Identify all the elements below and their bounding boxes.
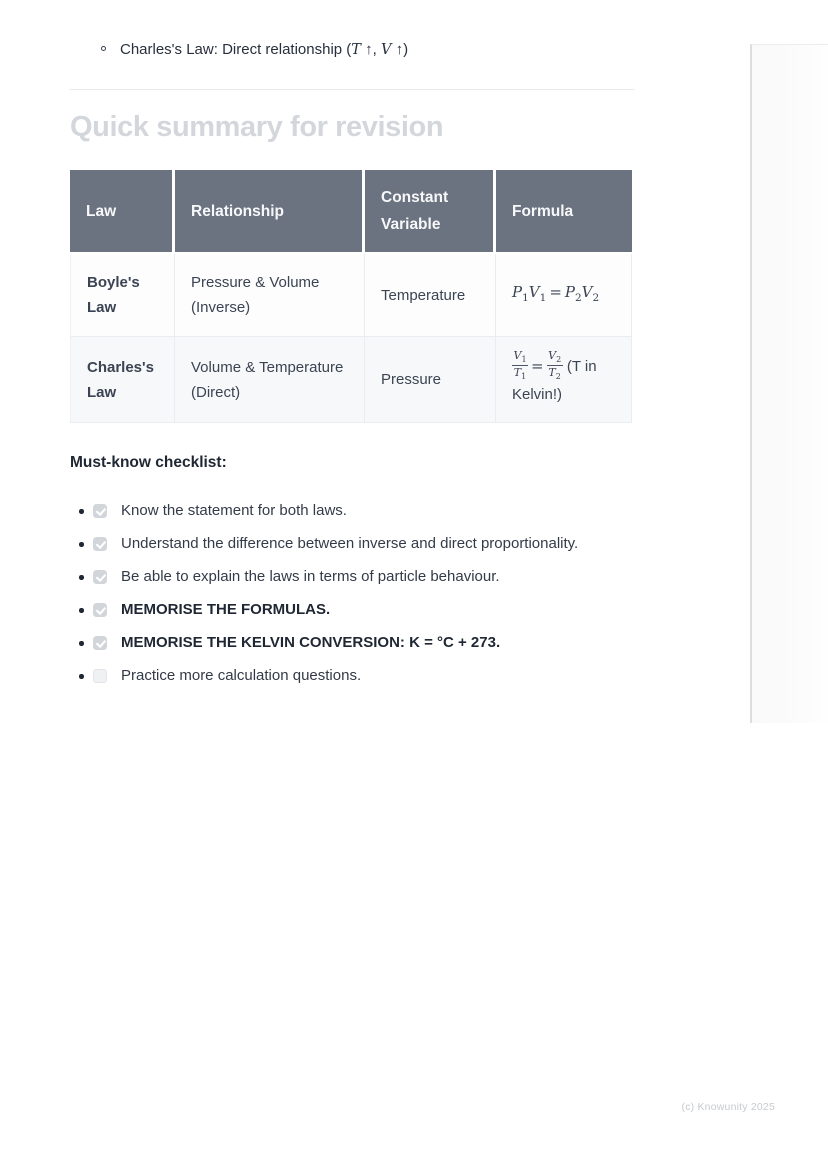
intro-bullet-comma: ,: [372, 41, 381, 58]
table-row-boyles-law: [70, 254, 632, 337]
bullet-dot-icon: [79, 674, 84, 679]
boyles-formula: $P_1V_1 = P_2V_2$: [512, 282, 600, 304]
footer-copyright: (c) Knowunity 2025: [681, 1101, 775, 1113]
checklist-item: [70, 666, 634, 686]
up-arrow-icon: ↑: [360, 41, 373, 58]
cell-formula: [496, 254, 632, 337]
column-header-relationship: Relationship: [175, 170, 365, 254]
cell-constant: Temperature: [365, 254, 496, 337]
column-header-constant-variable: Constant Variable: [365, 170, 496, 254]
cell-formula: [496, 337, 632, 423]
checklist-item-label: MEMORISE THE FORMULAS.: [121, 601, 331, 619]
cell-constant: Pressure: [365, 337, 496, 423]
checklist-item-label: Know the statement for both laws.: [121, 502, 347, 520]
checkbox-checked-icon: [93, 570, 107, 584]
bullet-dot-icon: [79, 509, 84, 514]
next-page-edge: [750, 44, 828, 723]
hollow-bullet-icon: [101, 46, 106, 51]
bullet-dot-icon: [79, 608, 84, 613]
checkbox-checked-icon: [93, 603, 107, 617]
checkbox-checked-icon: [93, 537, 107, 551]
intro-bullet-close: ): [403, 41, 409, 58]
math-var-v: V: [380, 42, 392, 58]
section-divider: [70, 89, 634, 90]
bullet-dot-icon: [79, 641, 84, 646]
bullet-dot-icon: [79, 575, 84, 580]
cell-relationship: Volume & Temperature (Direct): [175, 337, 365, 423]
summary-table: [70, 170, 632, 423]
up-arrow-icon: ↑: [391, 41, 404, 58]
section-heading: Quick summary for revision: [70, 111, 444, 143]
cell-law: Boyle's Law: [70, 254, 175, 337]
checklist-item-label: Be able to explain the laws in terms of particle behaviour.: [121, 568, 500, 586]
intro-bullet-text: Charles's Law: Direct relationship (: [120, 41, 352, 58]
checkbox-checked-icon: [93, 504, 107, 518]
table-header-row: [70, 170, 632, 254]
cell-relationship: Pressure & Volume (Inverse): [175, 254, 365, 337]
checklist-item: [70, 534, 634, 554]
checklist-item-label: Understand the difference between inverse and direct proportionality.: [121, 535, 579, 553]
page-content: [70, 0, 634, 699]
checklist-item-label: MEMORISE THE KELVIN CONVERSION: K = °C + 273.: [121, 634, 501, 652]
column-header-law: Law: [70, 170, 175, 254]
checklist: [70, 501, 634, 686]
table-row-charles-law: [70, 337, 632, 423]
bullet-dot-icon: [79, 542, 84, 547]
checklist-item: [70, 633, 634, 653]
checkbox-unchecked-icon: [93, 669, 107, 683]
intro-bullet-item: [70, 39, 634, 61]
checkbox-checked-icon: [93, 636, 107, 650]
charles-formula: $\frac{V_1}{T_1}$ = $\frac{V_2}{T_2}$ (T in Kelvin!): [512, 349, 597, 404]
cell-law: Charles's Law: [70, 337, 175, 423]
checklist-item-label: Practice more calculation questions.: [121, 667, 362, 685]
checklist-item: [70, 567, 634, 587]
checklist-item: [70, 600, 634, 620]
math-var-t: T: [351, 42, 361, 58]
checklist-item: [70, 501, 634, 521]
column-header-formula: Formula: [496, 170, 632, 254]
checklist-heading: Must-know checklist:: [70, 454, 227, 472]
